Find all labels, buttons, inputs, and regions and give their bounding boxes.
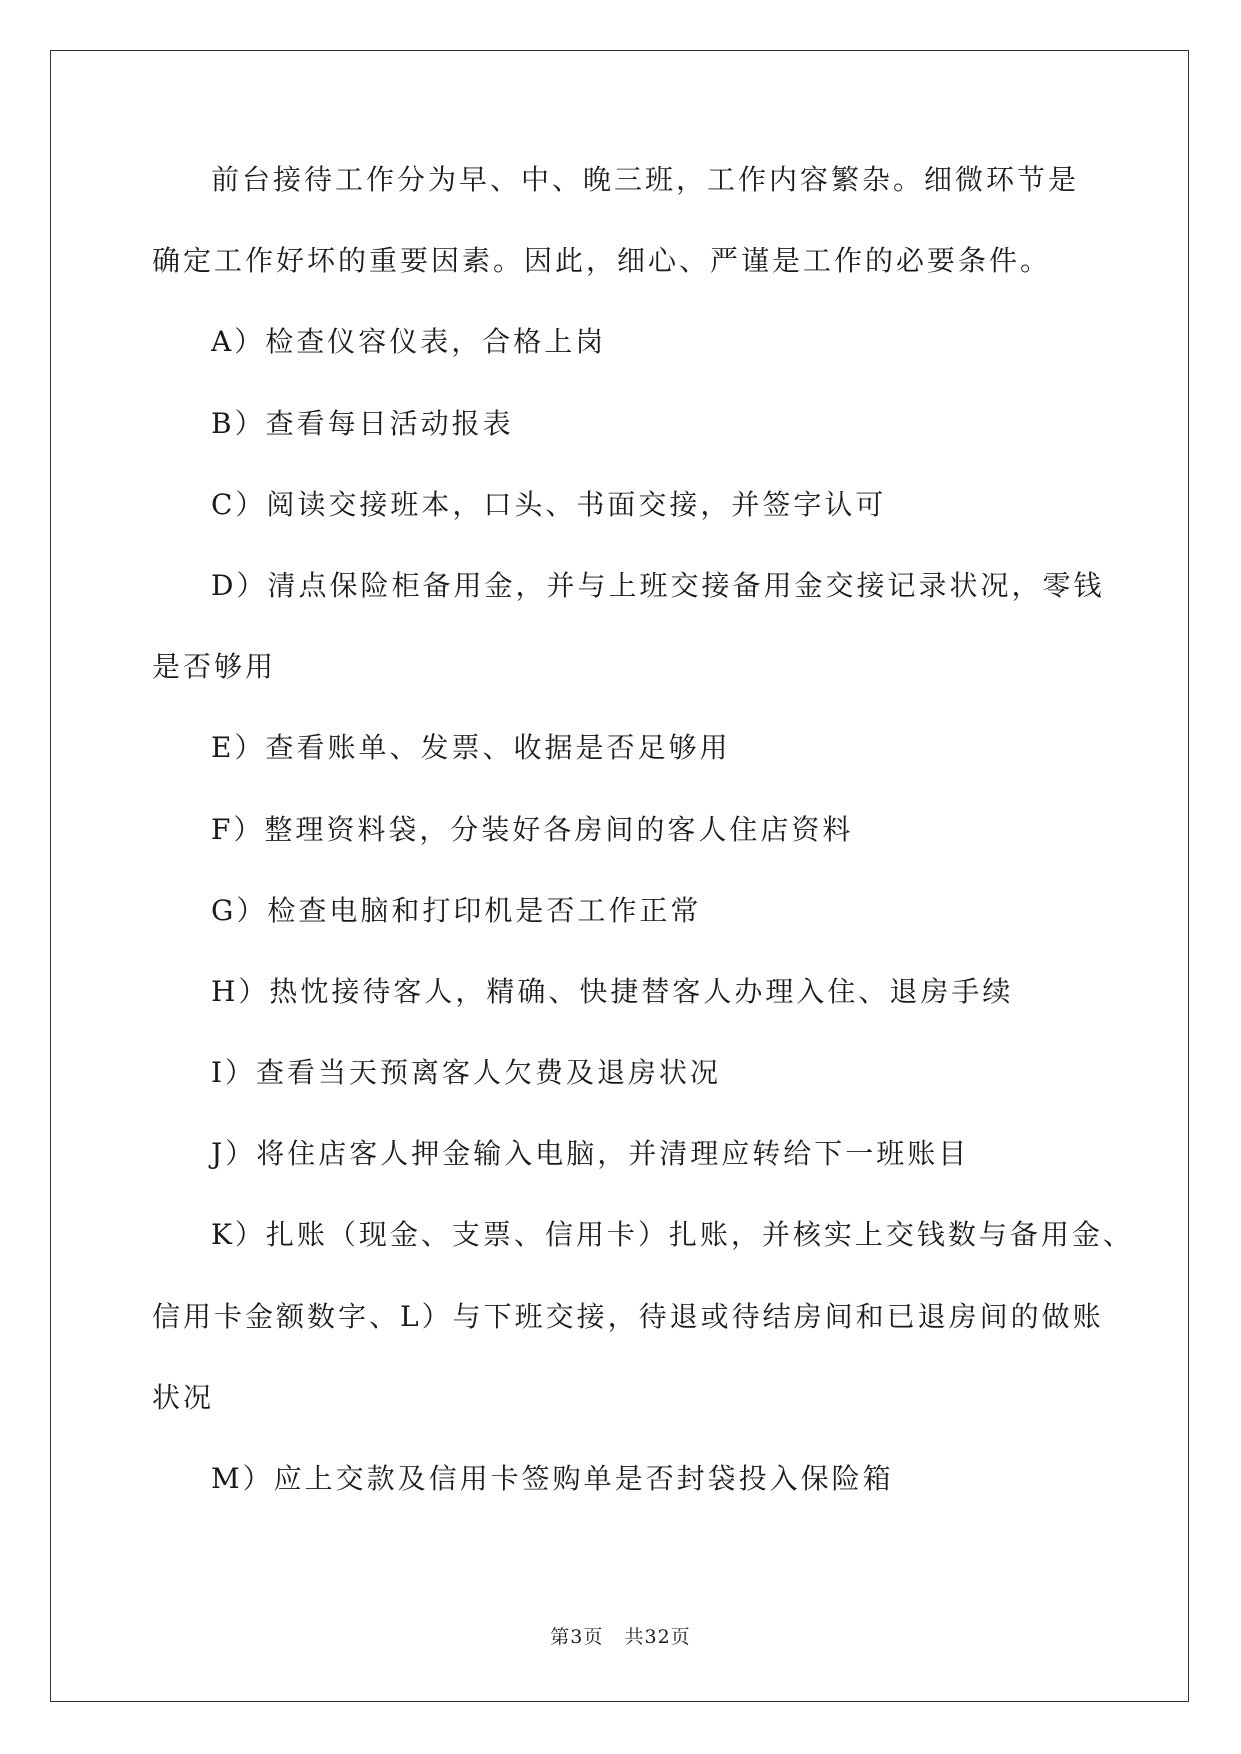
list-item: C）阅读交接班本，口头、书面交接，并签字认可 [211,487,887,521]
list-item-continuation: 是否够用 [152,650,277,684]
list-item: I）查看当天预离客人欠费及退房状况 [211,1056,722,1090]
list-item: H）热忱接待客人，精确、快捷替客人办理入住、退房手续 [211,974,1014,1008]
list-item: D）清点保险柜备用金，并与上班交接备用金交接记录状况，零钱 [211,568,1105,602]
list-item: K）扎账（现金、支票、信用卡）扎账，并核实上交钱数与备用金、 [211,1218,1134,1252]
list-item: G）检查电脑和打印机是否工作正常 [211,893,702,927]
list-item-continuation: 信用卡金额数字、L）与下班交接，待退或待结房间和已退房间的做账 [152,1299,1104,1333]
list-item: A）检查仪容仪表，合格上岗 [211,325,607,359]
list-item: E）查看账单、发票、收据是否足够用 [211,731,731,765]
document-body [152,163,1134,1545]
paragraph-line: 前台接待工作分为早、中、晚三班，工作内容繁杂。细微环节是 [211,163,1080,196]
paragraph-line: 确定工作好坏的重要因素。因此，细心、严谨是工作的必要条件。 [152,244,1052,278]
page-number: 第3页 共32页 [550,1626,691,1648]
list-item: F）整理资料袋，分装好各房间的客人住店资料 [211,812,854,846]
list-item-continuation: 状况 [152,1380,215,1414]
list-item: M）应上交款及信用卡签购单是否封袋投入保险箱 [211,1462,894,1495]
list-item: B）查看每日活动报表 [211,406,514,440]
list-item: J）将住店客人押金输入电脑，并清理应转给下一班账目 [211,1137,970,1171]
